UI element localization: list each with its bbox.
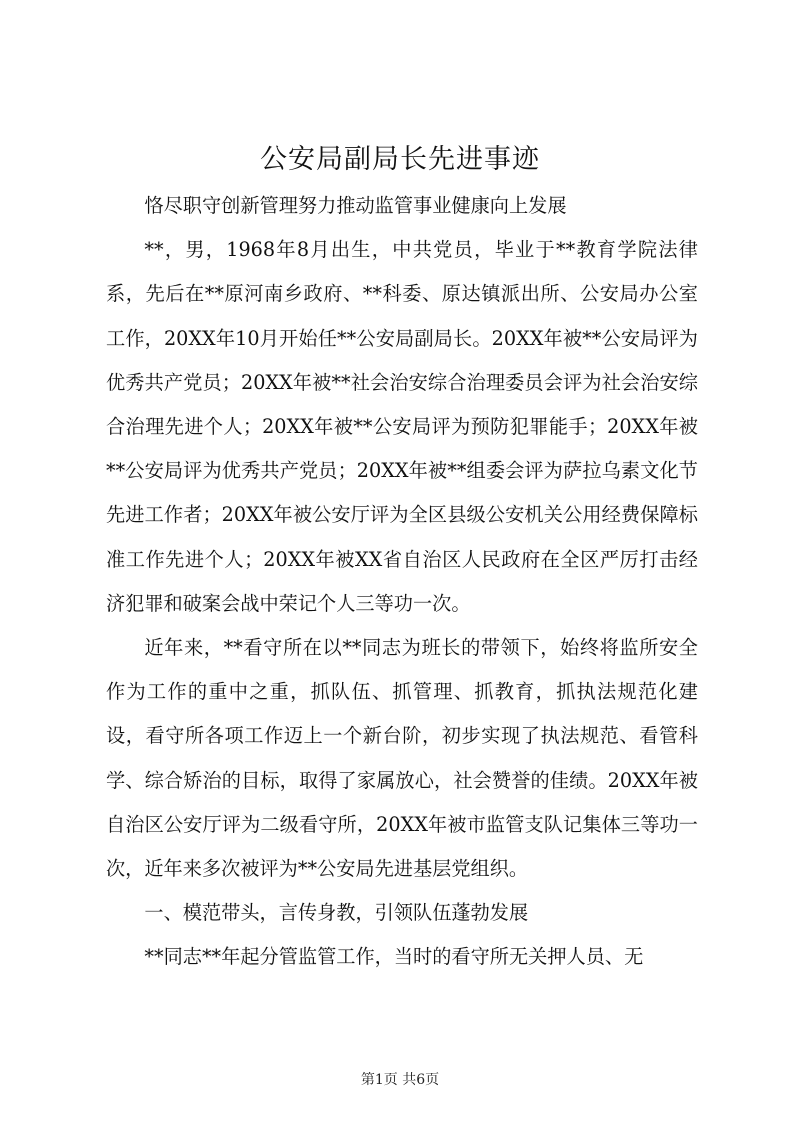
paragraph-achievements: 近年来，**看守所在以**同志为班长的带领下，始终将监所安全作为工作的重中之重，抓队伍、抓管理、抓教育，抓执法规范化建设，看守所各项工作迈上一个新台阶，初步实现了执法规范、看管科学、综合矫治的目标，取得了家属放心，社会赞誉的佳绩。20XX年被自治区公安厅评为二级看守所，20XX年被市监管支队记集体三等功一次，近年来多次被评为**公安局先进基层党组织。 [106,636,698,881]
paragraph-profile: **，男，1968年8月出生，中共党员，毕业于**教育学院法律系，先后在**原河南乡政府、**科委、原达镇派出所、公安局办公室工作，20XX年10月开始任**公安局副局长。20XX年被**公安局评为优秀共产党员；20XX年被**社会治安综合治理委员会评为社会治安综合治理先进个人；20XX年被**公安局评为预防犯罪能手；20XX年被**公安局评为优秀共产党员；20XX年被**组委会评为萨拉乌素文化节先进工作者；20XX年被公安厅评为全区县级公安机关公用经费保障标准工作先进个人；20XX年被XX省自治区人民政府在全区严厉打击经济犯罪和破案会战中荣记个人三等功一次。 [106,238,698,615]
paragraph-section-1: **同志**年起分管监管工作，当时的看守所无关押人员、无 [144,945,644,969]
page-footer: 第1页 共6页 [360,1072,440,1088]
page-title: 公安局副局长先进事迹 [260,144,540,175]
subtitle-paragraph: 恪尽职守创新管理努力推动监管事业健康向上发展 [144,194,567,217]
section-heading-1: 一、模范带头，言传身教，引领队伍蓬勃发展 [144,901,529,925]
document-body [106,184,698,980]
